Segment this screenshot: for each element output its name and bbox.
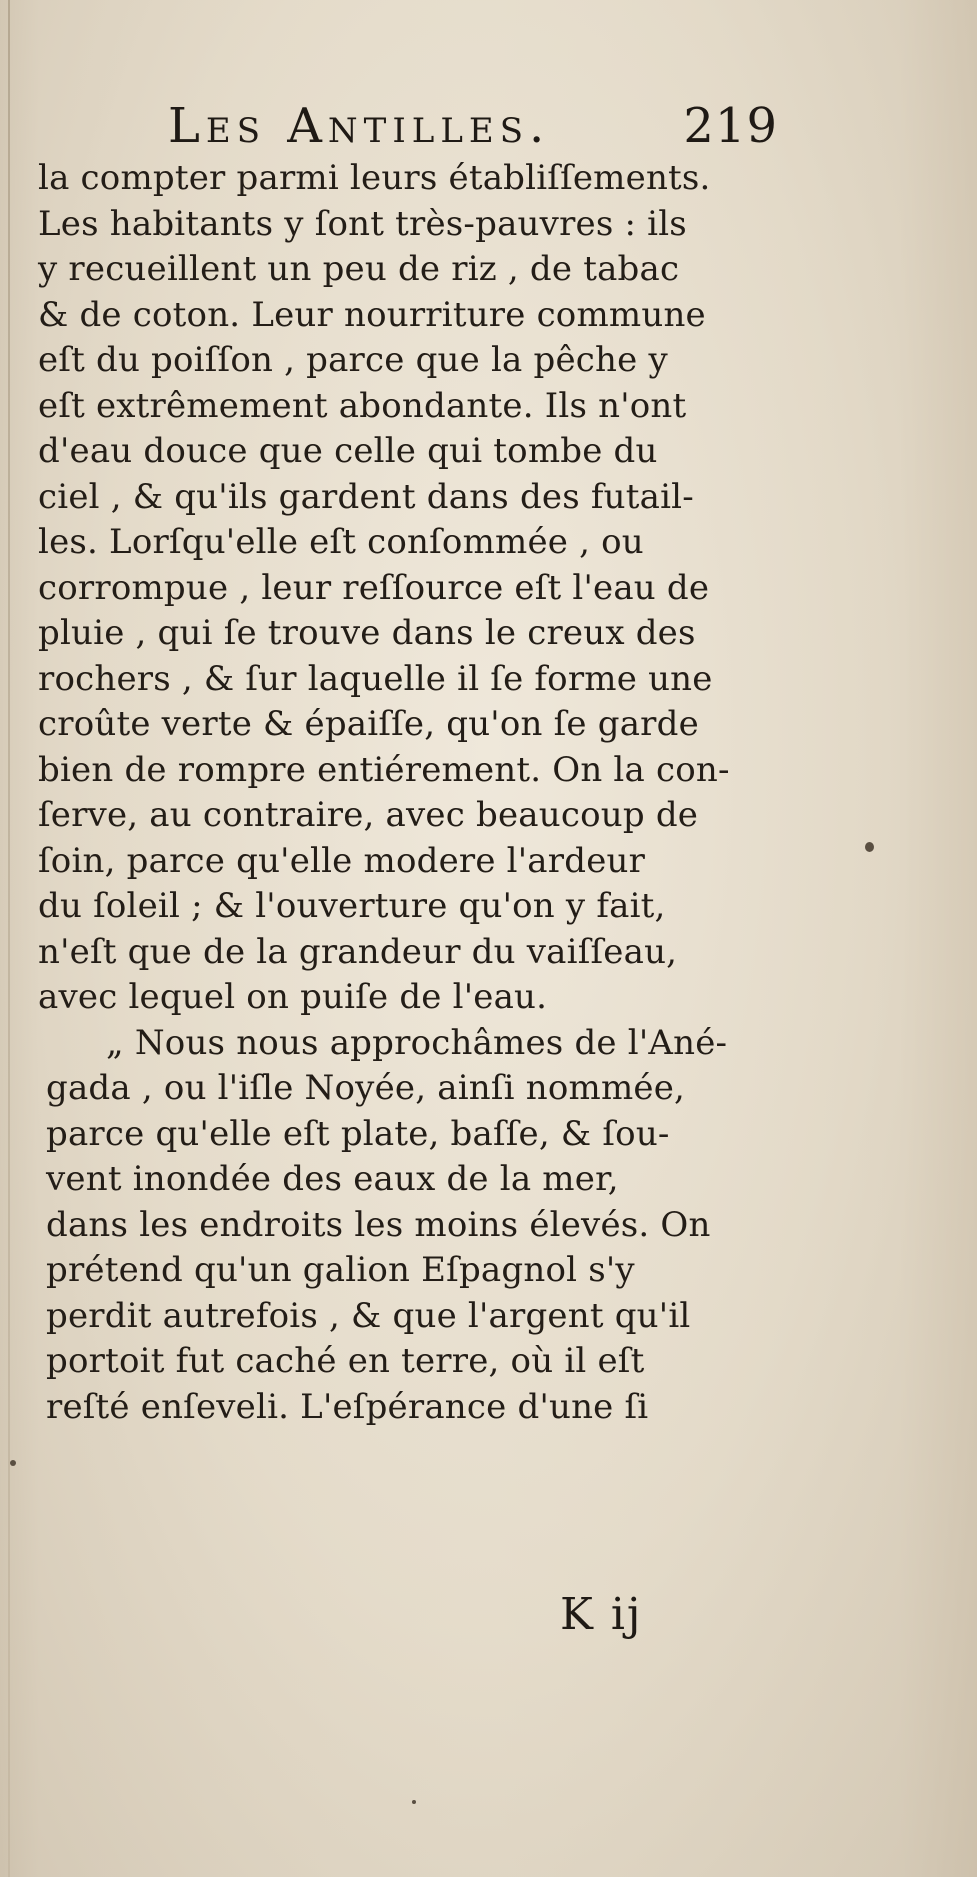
text-line: parce qu'elle eſt plate, baſſe, & ſou- xyxy=(46,1113,670,1154)
text-line: perdit autrefois , & que l'argent qu'il xyxy=(46,1295,691,1336)
body-text xyxy=(38,156,783,1430)
page-gutter-edge xyxy=(8,0,10,1877)
signature-mark: K ij xyxy=(560,1589,643,1640)
text-line: „ Nous nous approchâmes de l'Ané- xyxy=(106,1022,728,1063)
text-line: bien de rompre entiérement. On la con- xyxy=(38,749,730,790)
text-line: du ſoleil ; & l'ouverture qu'on y fait, xyxy=(38,886,666,926)
text-line: ſerve, au contraire, avec beaucoup de xyxy=(38,795,699,835)
text-line: d'eau douce que celle qui tombe du xyxy=(38,431,658,471)
page-number: 219 xyxy=(683,98,778,154)
text-line: avec lequel on puiſe de l'eau. xyxy=(38,977,548,1017)
text-line: gada , ou l'iſle Noyée, ainſi nommée, xyxy=(46,1068,686,1108)
text-line: Les habitants y ſont très-pauvres : ils xyxy=(38,203,687,244)
text-line: croûte verte & épaiſſe, qu'on ſe garde xyxy=(38,704,699,744)
ink-spot xyxy=(865,842,874,852)
text-line: vent inondée des eaux de la mer, xyxy=(46,1159,619,1199)
text-line: eſt du poiſſon , parce que la pêche y xyxy=(38,340,668,380)
running-title: Les Antilles. xyxy=(168,98,551,154)
text-line: prétend qu'un galion Eſpagnol s'y xyxy=(46,1250,635,1290)
text-line: corrompue , leur reſſource eſt l'eau de xyxy=(38,567,710,608)
text-line: pluie , qui ſe trouve dans le creux des xyxy=(38,613,696,653)
text-line: n'eſt que de la grandeur du vaiſſeau, xyxy=(38,931,678,972)
text-line: portoit fut caché en terre, où il eſt xyxy=(46,1341,645,1381)
page-header xyxy=(168,96,778,156)
text-line: ciel , & qu'ils gardent dans des futail- xyxy=(38,476,694,517)
text-line: eſt extrêmement abondante. Ils n'ont xyxy=(38,385,687,426)
text-line: & de coton. Leur nourriture commune xyxy=(38,294,706,335)
text-line: y recueillent un peu de riz , de tabac xyxy=(38,249,680,289)
ink-spot xyxy=(10,1460,16,1466)
text-line: ſoin, parce qu'elle modere l'ardeur xyxy=(38,840,646,881)
text-line: dans les endroits les moins élevés. On xyxy=(46,1204,711,1245)
text-line: rochers , & ſur laquelle il ſe forme une xyxy=(38,658,713,699)
text-line: la compter parmi leurs établiſſements. xyxy=(38,158,711,198)
ink-spot xyxy=(412,1800,416,1804)
text-line: reſté enſeveli. L'eſpérance d'une ſi xyxy=(46,1386,649,1427)
text-line: les. Lorſqu'elle eſt conſommée , ou xyxy=(38,522,644,562)
